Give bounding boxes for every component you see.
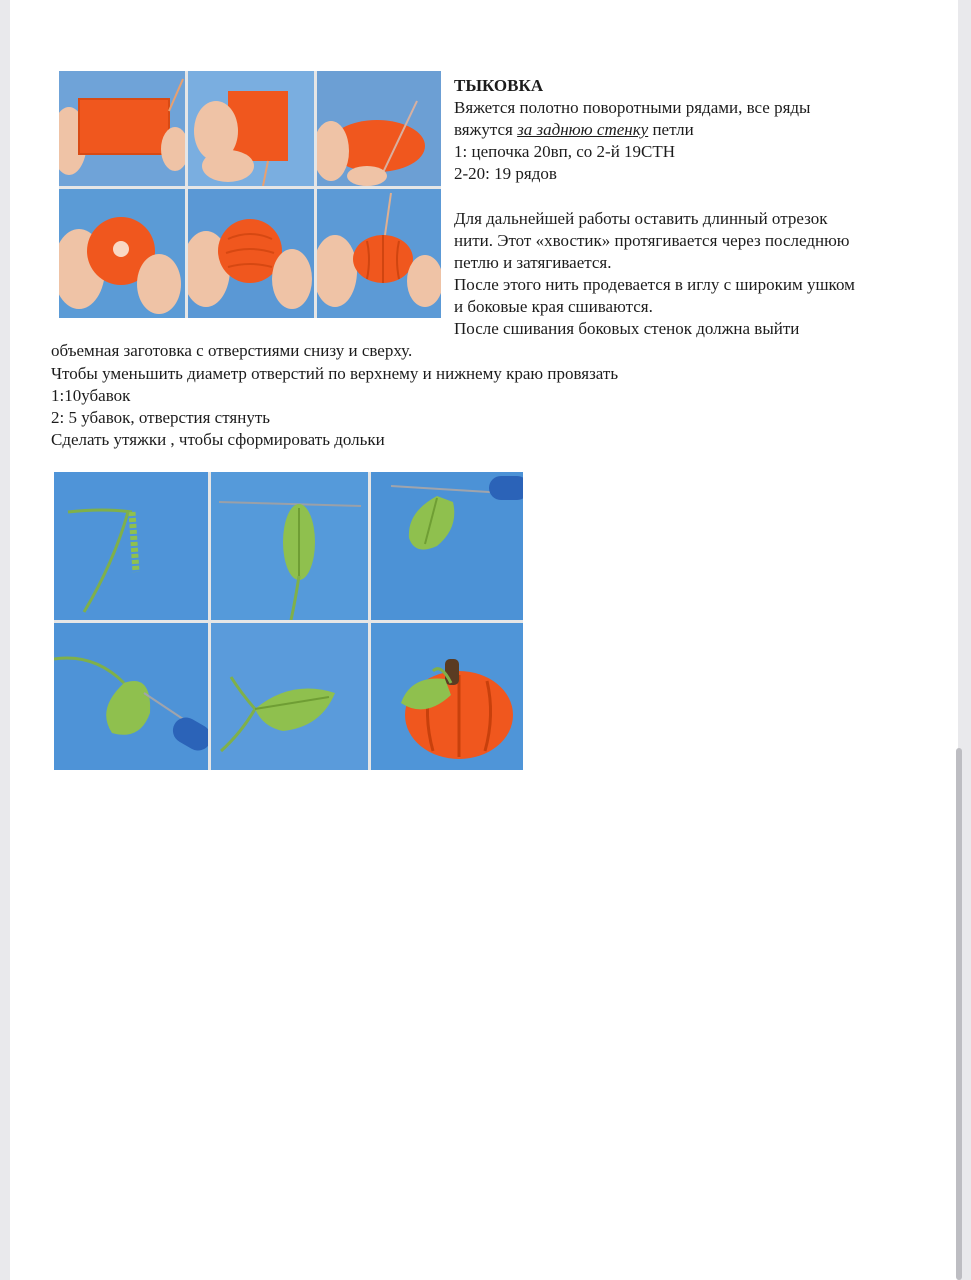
photo-sewing-edge: [317, 71, 441, 186]
text-line: 2-20: 19 рядов: [454, 164, 557, 183]
text-line: 1: цепочка 20вп, со 2-й 19СТН: [454, 142, 676, 161]
text-line: После этого нить продевается в иглу с широким ушком: [454, 275, 855, 294]
text-line: Вяжется полотно поворотными рядами, все ряды: [454, 98, 811, 117]
photo-leaf-hook: [54, 623, 208, 770]
photo-leaf-final: [211, 623, 368, 770]
leaf-steps-image: [54, 472, 523, 770]
text-line: 1:10убавок: [51, 386, 131, 405]
photo-ball: [188, 189, 314, 318]
photo-ring: [59, 189, 185, 318]
photo-fabric-rolled: [188, 71, 314, 186]
text-line: петлю и затягивается.: [454, 253, 612, 272]
text-line: нити. Этот «хвостик» протягивается через последнюю: [454, 231, 850, 250]
text-line: После сшивания боковых стенок должна выйти: [454, 319, 800, 338]
text-line: 2: 5 убавок, отверстия стянуть: [51, 408, 271, 427]
doc-title: ТЫКОВКА: [454, 76, 544, 95]
text-line: Чтобы уменьшить диаметр отверстий по верхнему и нижнему краю провязать: [51, 364, 619, 383]
photo-chain: [54, 472, 208, 620]
photo-pumpkin-with-leaf: [371, 623, 523, 770]
photo-finished-pumpkin: [317, 189, 441, 318]
photo-leaf-crochet: [371, 472, 523, 620]
text-line: [454, 119, 694, 141]
photo-flat-fabric: [59, 71, 185, 186]
pumpkin-steps-image: [59, 71, 441, 318]
text-fragment: петли: [648, 120, 694, 139]
text-line: Для дальнейшей работы оставить длинный отрезок: [454, 209, 828, 228]
text-line: объемная заготовка с отверстиями снизу и сверху.: [51, 341, 413, 360]
text-fragment: вяжутся: [454, 120, 518, 139]
document-page: [10, 0, 958, 1280]
photo-leaf-narrow: [211, 472, 368, 620]
text-line: Сделать утяжки , чтобы сформировать дольки: [51, 430, 385, 449]
underlined-phrase: за заднюю стенку: [517, 120, 649, 139]
text-line: и боковые края сшиваются.: [454, 297, 653, 316]
vertical-scrollbar[interactable]: [956, 748, 962, 1280]
